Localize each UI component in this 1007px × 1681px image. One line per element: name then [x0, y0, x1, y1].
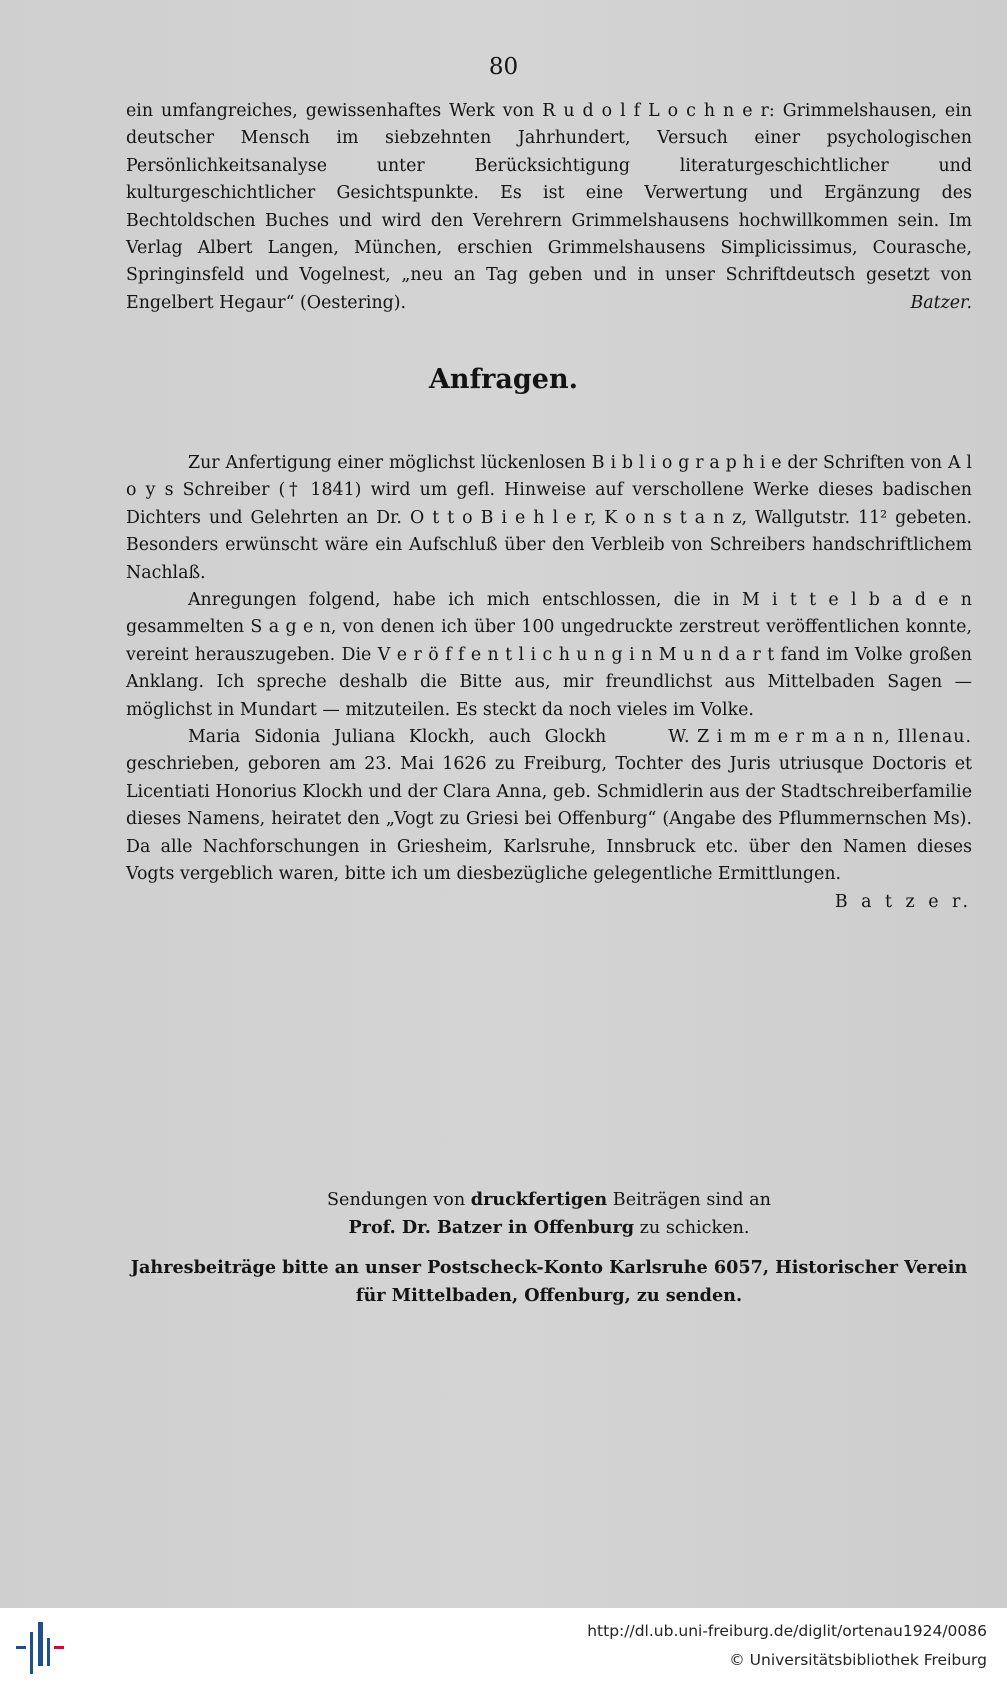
- section-heading: Anfragen.: [428, 364, 578, 395]
- membership-fee-notice: Jahresbeiträge bitte an unser Postscheck-Konto Karlsruhe 6057, Historischer Verein für Mittelbaden, Offenburg, zu senden.: [130, 1257, 968, 1306]
- page-number: 80: [488, 54, 519, 80]
- review-signature: Batzer.: [910, 292, 972, 313]
- university-library-logo-icon: [16, 1622, 66, 1674]
- inquiry-signature: B a t z e r.: [834, 891, 972, 912]
- inquiry-text: Zur Anfertigung einer möglichst lückenlosen B i b l i o g r a p h i e der Schriften von A l o y s Schreiber († 1841) wird um gefl. Hinweise auf verschollene Werke dieses badischen Dichters und Gelehrten an Dr. O t t o B i e h l e r, K o n s t a n z, Wallgutstr. 11² gebeten. Besonders erwünscht wäre ein Aufschluß über den Verbleib von Schreibers handschriftlichem Nachlaß.: [126, 453, 972, 583]
- inquiry-paragraph: [126, 450, 972, 587]
- inquiry-text: Anregungen folgend, habe ich mich entschlossen, die in M i t t e l b a d e n gesammelten S a g e n, von denen ich über 100 ungedruckte zerstreut veröffentlichen konnte, vereint herauszugeben. Die V e r ö f f e n t l i c h u n g i n M u n d a r t fand im Volke großen Anklang. Ich spreche deshalb die Bitte aus, mir freundlichst aus Mittelbaden Sagen — möglichst in Mundart — mitzuteilen. Es steckt da noch vieles im Volke.: [126, 590, 972, 720]
- submission-note: [126, 1186, 972, 1242]
- review-body: ein umfangreiches, gewissenhaftes Werk von R u d o l f L o c h n e r: Grimmelshausen, ein deutscher Mensch im siebzehnten Jahrhundert, Versuch einer psychologischen Persönlichkeitsanalyse unter Berücksichtigung literaturgeschichtlicher und kulturgeschichtlicher Gesichtspunkte. Es ist eine Verwertung und Ergänzung des Bechtoldschen Buches und wird den Verehrern Grimmelshausens hochwillkommen sein. Im Verlag Albert Langen, München, erschien Grimmelshausens Simplicissimus, Courasche, Springinsfeld und Vogelnest, „neu an Tag geben und in unser Schriftdeutsch gesetzt von Engelbert Hegaur“ (Oestering).: [126, 101, 972, 313]
- submission-line-2: [126, 1214, 972, 1242]
- submission-line-1: [126, 1186, 972, 1214]
- editor-address: Prof. Dr. Batzer in Offenburg: [348, 1217, 635, 1238]
- review-paragraph: [126, 98, 972, 317]
- viewer-footer-bar: [0, 1608, 1007, 1681]
- review-text: [126, 98, 972, 317]
- inquiry-text: Maria Sidonia Juliana Klockh, auch Glockh geschrieben, geboren am 23. Mai 1626 zu Freiburg, Tochter des Juris utriusque Doctoris et Licentiati Honorius Klockh und der Clara Anna, geb. Schmidlerin aus der Stadtschreiberfamilie dieses Namens, heiratet den „Vogt zu Griesi bei Offenburg“ (Angabe des Pflummernschen Ms). Da alle Nachforschungen in Griesheim, Karlsruhe, Innsbruck etc. über den Namen dieses Vogts vergeblich waren, bitte ich um diesbezügliche gelegentliche Ermittlungen.: [126, 727, 972, 885]
- copyright-notice: © Universitätsbibliothek Freiburg: [729, 1651, 987, 1669]
- submission-pre: Sendungen von: [327, 1190, 466, 1210]
- permalink-url[interactable]: http://dl.ub.uni-freiburg.de/diglit/ortenau1924/0086: [587, 1622, 987, 1640]
- inquiries-section: [126, 450, 972, 916]
- submission-post: Beiträgen sind an: [612, 1190, 771, 1210]
- editor-post: zu schicken.: [639, 1218, 750, 1238]
- inquiry-paragraph: [126, 587, 972, 748]
- submission-bold: druckfertigen: [470, 1189, 608, 1210]
- inquiry-signature: W. Z i m m e r m a n n, Illenau.: [668, 727, 972, 748]
